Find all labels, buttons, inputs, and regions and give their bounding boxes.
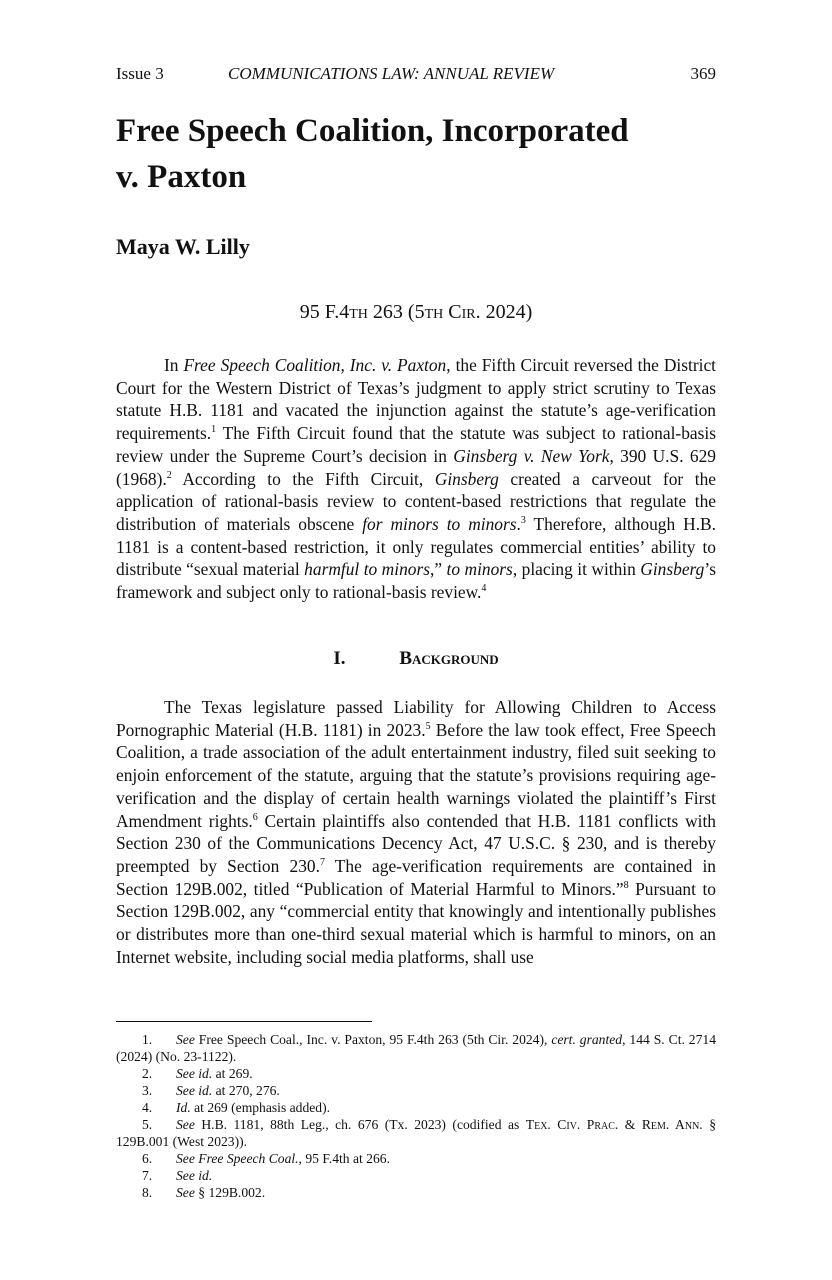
footnote-6: 6. See Free Speech Coal., 95 F.4th at 266.: [142, 1151, 390, 1166]
footnote-ref-2[interactable]: 2: [166, 469, 172, 481]
footnote-ref-5[interactable]: 5: [425, 720, 431, 732]
section-heading: [116, 648, 716, 670]
footnote-2: 2. See id. at 269.: [142, 1066, 253, 1081]
footnote-ref-1[interactable]: 1: [211, 424, 217, 436]
title-line-1: Free Speech Coalition, Incorporated: [116, 113, 629, 149]
citation-page: 263 (5: [367, 301, 425, 323]
footnote-5: 5. See H.B. 1181, 88th Leg., ch. 676 (Tx. 2023) (codified as Tex. Civ. Prac. & Rem. Ann. § 129B.001 (West 2023)).: [116, 1117, 716, 1149]
footnote-1: 1. See Free Speech Coal., Inc. v. Paxton, 95 F.4th 263 (5th Cir. 2024), cert. granted, 144 S. Ct. 2714 (2024) (No. 23-1122).: [116, 1032, 716, 1064]
footnote-8: 8. See § 129B.002.: [142, 1185, 266, 1200]
emphasis: harmful to minors: [304, 559, 430, 580]
background-paragraph: The Texas legislature passed Liability for Allowing Children to Access Pornographic Material (H.B. 1181) in 2023.$^5$ Before the law took effect, Free Speech Coalition, a trade association of the adult entertainment industry, filed suit seeking to enjoin enforcement of the statute, arguing that the statute’s provisions requiring age-verification and the display of certain health warnings violated the plaintiff’s First Amendment rights.$^6$ Certain plaintiffs also contended that H.B. 1181 conflicts with Section 230 of the Communications Decency Act, 47 U.S.C. § 230, and is thereby preempted by Section 230.$^7$ The age-verification requirements are contained in Section 129B.002, titled “Publication of Material Harmful to Minors.”$^8$ Pursuant to Section 129B.002, any “commercial entity that knowingly and intentionally publishes or distributes more than one-third sexual material which is harmful to minors, on an Internet website, including social media platforms, shall use: [116, 697, 717, 967]
citation-ordinal-1: th: [349, 301, 368, 323]
title-line-2: v. Paxton: [116, 159, 247, 195]
citation-ordinal-2: th: [424, 301, 444, 323]
article-title: [116, 108, 716, 200]
citation-year: 2024): [480, 301, 533, 323]
case-name: Ginsberg: [640, 559, 705, 580]
journal-title: COMMUNICATIONS LAW: ANNUAL REVIEW: [228, 64, 555, 83]
author-name: Maya W. Lilly: [116, 234, 250, 259]
case-name: Ginsberg: [434, 468, 499, 489]
footnote-4: 4. Id. at 269 (emphasis added).: [142, 1100, 331, 1115]
footnote-7: 7. See id.: [142, 1168, 213, 1183]
footnote-ref-3[interactable]: 3: [520, 515, 526, 527]
section-title: Background: [399, 648, 499, 669]
footnotes: [116, 1031, 716, 1201]
intro-paragraph: In Free Speech Coalition, Inc. v. Paxton, the Fifth Circuit reversed the District Court for the Western District of Texas’s judgment to apply strict scrutiny to Texas statute H.B. 1181 and vacated the injunction against the statute’s age-verification requirements.$^1$ The Fifth Circuit found that the statute was subject to rational-basis review under the Supreme Court’s decision in Ginsberg v. New York, 390 U.S. 629 (1968).$^2$ According to the Fifth Circuit, Ginsberg created a carveout for the application of rational-basis review to content-based restrictions that regulate the distribution of materials obscene for minors to minors.$^3$ Therefore, although H.B. 1181 is a content-based restriction, it only regulates commercial entities’ ability to distribute “sexual material harmful to minors,” to minors, placing it within Ginsberg’s framework and subject only to rational-basis review.$^4$: [116, 355, 716, 603]
emphasis: to minors: [446, 559, 513, 580]
issue-label: Issue 3: [116, 64, 164, 83]
citation-court: Cir.: [443, 301, 481, 323]
section-number: I.: [333, 648, 346, 669]
case-citation: [116, 301, 716, 324]
footnote-ref-4[interactable]: 4: [481, 583, 487, 595]
page-number: 369: [690, 64, 716, 83]
running-head: [116, 64, 716, 88]
footnote-ref-6[interactable]: 6: [252, 811, 258, 823]
case-name: Ginsberg v. New York: [453, 445, 610, 466]
footnote-ref-8[interactable]: 8: [623, 879, 629, 891]
case-name: Free Speech Coalition, Inc. v. Paxton: [183, 355, 447, 375]
footnote-3: 3. See id. at 270, 276.: [142, 1083, 280, 1098]
footnote-ref-7[interactable]: 7: [319, 857, 325, 869]
citation-volume: 95 F.4: [299, 301, 350, 323]
footnote-divider: [116, 1021, 372, 1022]
emphasis: for minors to minors: [362, 513, 517, 534]
